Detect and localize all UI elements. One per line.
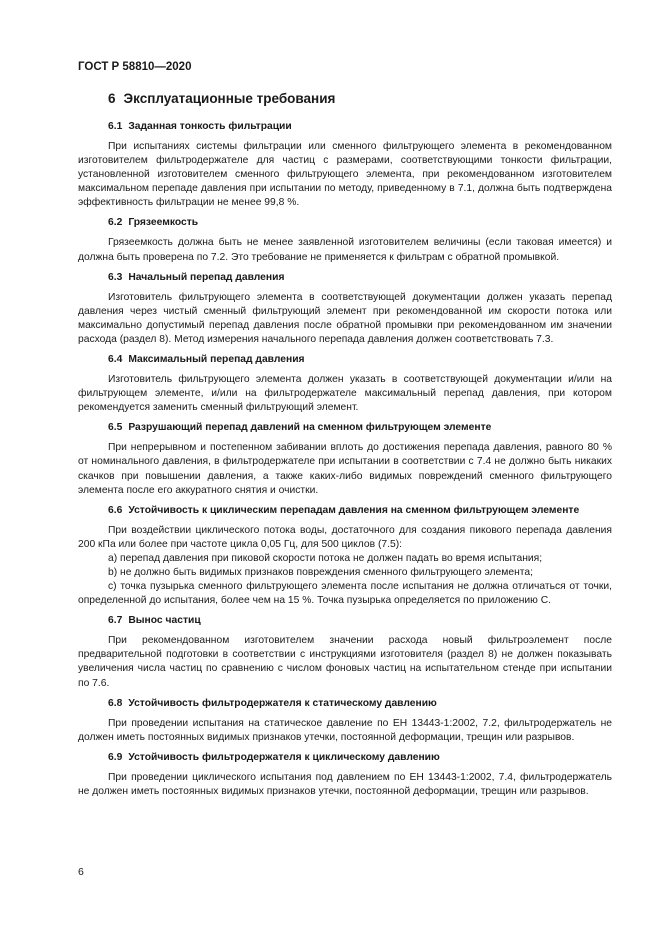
- paragraph: При непрерывном и постепенном забивании вплоть до достижения перепада давления, равного 80 % от номинального давления, в фильтродержателе при испытании в соответствии с 7.4 не должно быть никаких скачков при повышении давления, а также каких-либо видимых повреждений сменного фильтрующего элемента после его аккуратного снятия и очистки.: [78, 442, 612, 496]
- section-number: 6.7: [108, 615, 123, 627]
- section-number: 6.6: [108, 504, 123, 516]
- section-heading-6-3: [108, 271, 612, 285]
- section-number: 6.3: [108, 271, 123, 283]
- page-content: [78, 91, 612, 805]
- list-item: a) перепад давления при пиковой скорости потока не должен падать во время испытания;: [108, 552, 543, 564]
- paragraph: Изготовитель фильтрующего элемента в соответствующей документации должен указать перепад давления через чистый сменный фильтрующий элемент при рекомендованной им скорости потока или максимально допустимый перепад давления после обратной промывки при рекомендованном им значении расхода (раздел 8). Метод измерения начального перепада давления должен соответствовать 7.3.: [78, 291, 612, 345]
- section-title: Устойчивость к циклическим перепадам давления на сменном фильтрующем элементе: [128, 504, 580, 516]
- section-heading-6-1: [108, 120, 612, 134]
- section-heading-6-2: [108, 216, 612, 230]
- section-heading-6-7: [108, 614, 612, 628]
- section-number: 6.8: [108, 697, 123, 709]
- section-title: Заданная тонкость фильтрации: [128, 121, 292, 132]
- page-number: 6: [78, 866, 84, 878]
- chapter-number: 6: [108, 91, 116, 106]
- chapter-title: Эксплуатационные требования: [123, 91, 336, 106]
- section-heading-6-9: [108, 751, 612, 765]
- section-title: Максимальный перепад давления: [128, 354, 305, 366]
- paragraph: При рекомендованном изготовителем значении расхода новый фильтроэлемент после предварительной подготовки в соответствии с инструкциями изготовителя (раздел 8) не должен показывать увеличения числа частиц по сравнению с числом фоновых частиц на испытательном стенде при испытании по 7.6.: [78, 635, 612, 689]
- standard-designation: ГОСТ Р 58810—2020: [78, 61, 192, 73]
- section-number: 6.1: [108, 121, 123, 132]
- section-heading-6-6: [108, 504, 612, 518]
- section-title: Вынос частиц: [128, 615, 201, 627]
- chapter-heading: [108, 91, 612, 106]
- section-number: 6.2: [108, 217, 123, 229]
- section-number: 6.5: [108, 422, 123, 434]
- section-number: 6.9: [108, 751, 123, 763]
- section-heading-6-4: [108, 353, 612, 367]
- section-title: Устойчивость фильтродержателя к циклическому давлению: [128, 751, 440, 763]
- paragraph: Изготовитель фильтрующего элемента должен указать в соответствующей документации и/или на фильтрующем элементе, и/или на фильтродержателе максимальный перепад давления, при котором рекомендуется заменить сменный фильтрующий элемент.: [78, 374, 612, 414]
- paragraph: При испытаниях системы фильтрации или сменного фильтрующего элемента в рекомендованном изготовителем фильтродержателе для частиц с размерами, соответствующими тонкости фильтрации, установленной изготовителем сменного фильтрующего элемента, при рекомендованном изготовителем максимальном перепаде давления при испытании по методу, приведенному в 7.1, должна быть подтверждена эффективность фильтрации не менее 99,8 %.: [78, 141, 612, 209]
- paragraph: При воздействии циклического потока воды, достаточного для создания пикового перепада давления 200 кПа или более при частоте цикла 0,05 Гц, для 500 циклов (7.5):: [78, 524, 612, 550]
- paragraph: При проведении циклического испытания под давлением по ЕН 13443-1:2002, 7.4, фильтродержатель не должен иметь постоянных видимых признаков утечки, постоянной деформации, трещин или разрывов.: [78, 771, 612, 797]
- section-title: Начальный перепад давления: [128, 271, 285, 283]
- paragraph: Грязеемкость должна быть не менее заявленной изготовителем величины (если таковая имеется) и должна быть проверена по 7.2. Это требование не применяется к фильтрам с обратной промывкой.: [78, 237, 612, 263]
- section-title: Устойчивость фильтродержателя к статическому давлению: [128, 697, 437, 709]
- paragraph: При проведении испытания на статическое давление по ЕН 13443-1:2002, 7.2, фильтродержатель не должен иметь постоянных видимых признаков утечки, постоянной деформации, трещин или разрывов.: [78, 717, 612, 743]
- section-heading-6-8: [108, 697, 612, 711]
- section-title: Разрушающий перепад давлений на сменном фильтрующем элементе: [128, 422, 492, 434]
- section-heading-6-5: [108, 421, 612, 435]
- list-item: c) точка пузырька сменного фильтрующего элемента после испытания не должна отличаться от точки, определенной до испытания, более чем на 15 %. Точка пузырька определяется по приложению С.: [78, 581, 612, 607]
- list-item: b) не должно быть видимых признаков повреждения сменного фильтрующего элемента;: [108, 566, 533, 578]
- section-number: 6.4: [108, 354, 123, 366]
- section-title: Грязеемкость: [128, 217, 199, 229]
